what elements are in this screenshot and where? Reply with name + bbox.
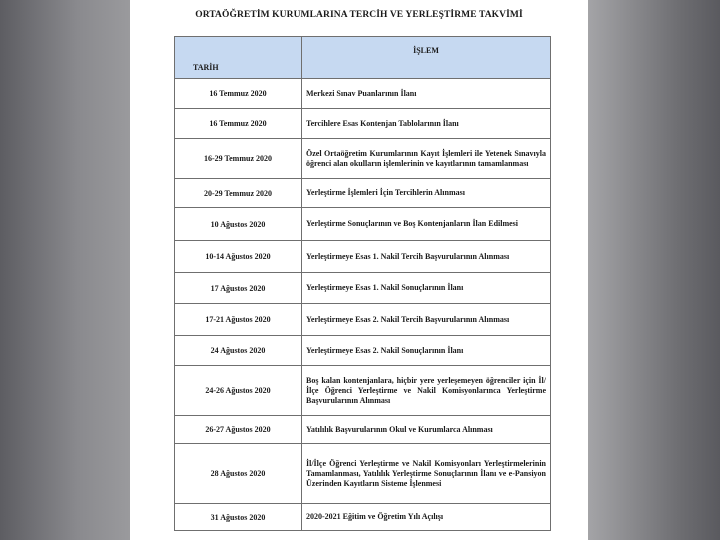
table-row [175,366,551,416]
row-date: 24-26 Ağustos 2020 [175,366,302,416]
row-operation: Yerleştirmeye Esas 1. Nakil Sonuçlarının İlanı [302,273,551,304]
row-date: 20-29 Temmuz 2020 [175,179,302,208]
row-operation: Yerleştirme İşlemleri İçin Tercihlerin Alınması [302,179,551,208]
table-row [175,139,551,179]
row-operation: Tercihlere Esas Kontenjan Tablolarının İlanı [302,109,551,139]
row-date: 16 Temmuz 2020 [175,79,302,109]
table-row [175,79,551,109]
document-page [130,0,588,540]
row-operation: İl/İlçe Öğrenci Yerleştirme ve Nakil Komisyonları Yerleştirmelerinin Tamamlanması, Yatılılık Yerleştirme Sonuçlarının İlanı ve e-Pansiyon Üzerinden Kayıtların Sisteme İşlenmesi [302,444,551,504]
row-date: 17-21 Ağustos 2020 [175,304,302,336]
table-row [175,416,551,444]
table-row [175,109,551,139]
row-operation: Özel Ortaöğretim Kurumlarının Kayıt İşlemleri ile Yetenek Sınavıyla öğrenci alan okulların işlemlerinin ve kayıtlarının tamamlanması [302,139,551,179]
row-operation: Yerleştirme Sonuçlarının ve Boş Kontenjanların İlan Edilmesi [302,208,551,241]
schedule-table [174,36,551,531]
row-date: 24 Ağustos 2020 [175,336,302,366]
row-operation: Yerleştirmeye Esas 2. Nakil Tercih Başvurularının Alınması [302,304,551,336]
row-date: 16 Temmuz 2020 [175,109,302,139]
table-row [175,336,551,366]
row-operation: Boş kalan kontenjanlara, hiçbir yere yerleşemeyen öğrenciler için İl/İlçe Öğrenci Yerleştirme ve Nakil Komisyonlarınca Yerleştirme Başvurularının Alınması [302,366,551,416]
left-backdrop [0,0,130,540]
table-row [175,179,551,208]
header-operation: İŞLEM [302,37,551,79]
row-date: 31 Ağustos 2020 [175,504,302,531]
table-row [175,304,551,336]
row-date: 10-14 Ağustos 2020 [175,241,302,273]
row-date: 17 Ağustos 2020 [175,273,302,304]
row-date: 26-27 Ağustos 2020 [175,416,302,444]
table-row [175,504,551,531]
row-operation: Merkezi Sınav Puanlarının İlanı [302,79,551,109]
table-row [175,241,551,273]
row-operation: Yatılılık Başvurularının Okul ve Kurumlarca Alınması [302,416,551,444]
table-row [175,273,551,304]
table-row [175,444,551,504]
row-operation: Yerleştirmeye Esas 2. Nakil Sonuçlarının İlanı [302,336,551,366]
table-header-row [175,37,551,79]
row-operation: Yerleştirmeye Esas 1. Nakil Tercih Başvurularının Alınması [302,241,551,273]
header-date: TARİH [175,37,302,79]
row-operation: 2020-2021 Eğitim ve Öğretim Yılı Açılışı [302,504,551,531]
row-date: 10 Ağustos 2020 [175,208,302,241]
row-date: 16-29 Temmuz 2020 [175,139,302,179]
right-backdrop [588,0,720,540]
document-title: ORTAÖĞRETİM KURUMLARINA TERCİH VE YERLEŞTİRME TAKVİMİ [195,10,523,20]
table-row [175,208,551,241]
row-date: 28 Ağustos 2020 [175,444,302,504]
